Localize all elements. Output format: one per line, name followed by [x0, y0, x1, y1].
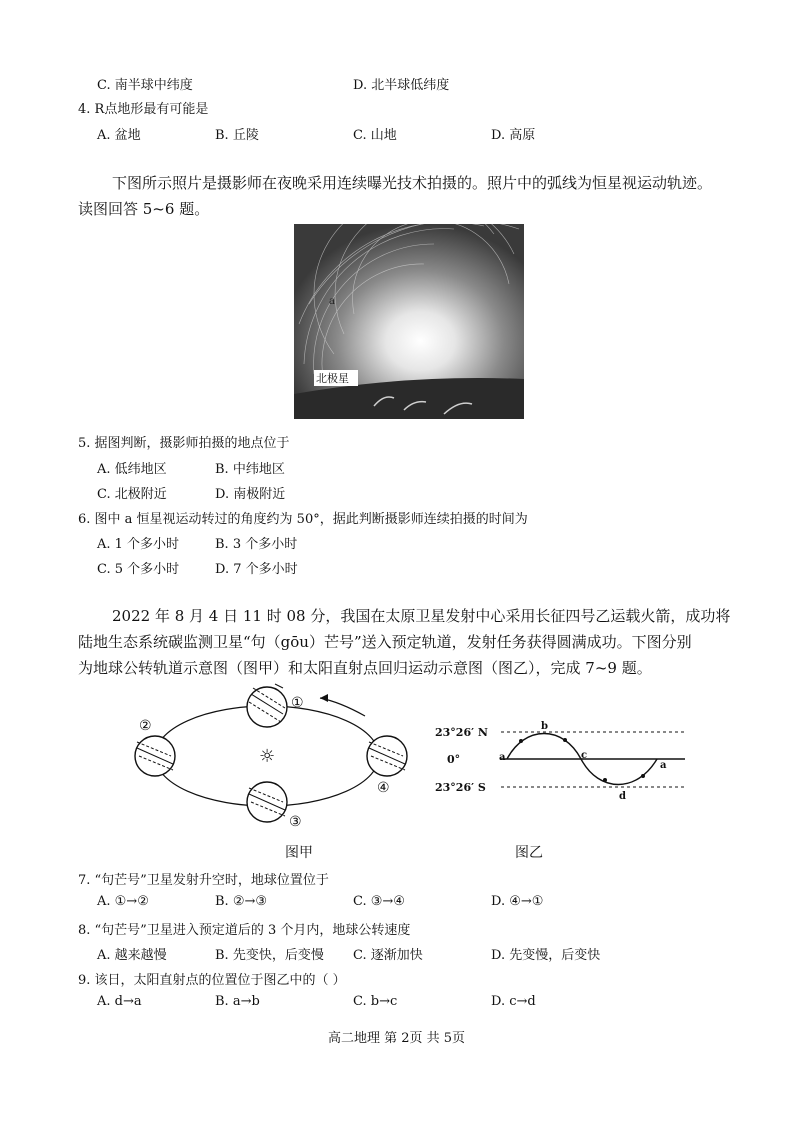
- earth-position-1: [247, 684, 287, 727]
- q6-option-d: D. 7 个多小时: [215, 562, 298, 577]
- point-a-left: a: [499, 752, 506, 763]
- point-b: b: [541, 721, 548, 732]
- intro1-line2: 读图回答 5~6 题。: [78, 200, 210, 218]
- orbit-label-1: ①: [291, 695, 304, 711]
- photo-label-polaris: 北极星: [316, 372, 349, 385]
- q3-option-c: C. 南半球中纬度: [97, 78, 193, 93]
- q4-option-d: D. 高原: [491, 128, 536, 143]
- q8-option-c: C. 逐渐加快: [353, 948, 423, 963]
- q4-stem: 4. R点地形最有可能是: [78, 102, 209, 117]
- earth-position-3: [247, 782, 287, 822]
- intro2-line1: 2022 年 8 月 4 日 11 时 08 分，我国在太原卫星发射中心采用长征四号乙运载火箭，成功将: [112, 607, 731, 625]
- q4-option-c: C. 山地: [353, 128, 397, 143]
- q5-option-a: A. 低纬地区: [97, 462, 167, 477]
- q9-option-a: A. d→a: [97, 994, 142, 1009]
- q9-option-d: D. c→d: [491, 994, 536, 1009]
- sun-point-diagram: [435, 712, 690, 816]
- intro1-line1: 下图所示照片是摄影师在夜晚采用连续曝光技术拍摄的。照片中的弧线为恒星视运动轨迹。: [112, 174, 713, 192]
- q8-option-d: D. 先变慢，后变快: [491, 948, 601, 963]
- earth-position-4: [367, 736, 407, 776]
- orbit-label-2: ②: [139, 718, 152, 734]
- fig-yi-caption: 图乙: [515, 845, 543, 861]
- q4-option-b: B. 丘陵: [215, 128, 259, 143]
- equator-label: 0°: [447, 753, 461, 766]
- q8-option-a: A. 越来越慢: [97, 948, 167, 963]
- q7-option-b: B. ②→③: [215, 894, 268, 909]
- q5-option-b: B. 中纬地区: [215, 462, 285, 477]
- q8-option-b: B. 先变快，后变慢: [215, 948, 324, 963]
- orbit-label-3: ③: [289, 814, 302, 830]
- point-a-right: a: [660, 760, 667, 771]
- q6-option-b: B. 3 个多小时: [215, 537, 298, 552]
- star-trail-photo: [294, 224, 524, 419]
- point-c: c: [581, 750, 588, 761]
- intro2-line2: 陆地生态系统碳监测卫星“句（gōu）芒号”送入预定轨道，发射任务获得圆满成功。下图分别: [78, 633, 692, 651]
- orbit-diagram: [125, 680, 425, 834]
- fig-jia-caption: 图甲: [285, 845, 313, 861]
- intro2-line3: 为地球公转轨道示意图（图甲）和太阳直射点回归运动示意图（图乙），完成 7~9 题。: [78, 659, 652, 677]
- q4-option-a: A. 盆地: [97, 128, 141, 143]
- q6-option-c: C. 5 个多小时: [97, 562, 180, 577]
- q9-stem: 9. 该日，太阳直射点的位置位于图乙中的（ ）: [78, 973, 346, 988]
- point-d: d: [619, 791, 626, 802]
- q5-option-c: C. 北极附近: [97, 487, 167, 502]
- q7-option-d: D. ④→①: [491, 894, 544, 909]
- lat-north-label: 23°26′ N: [435, 726, 488, 739]
- q6-option-a: A. 1 个多小时: [97, 537, 180, 552]
- q5-option-d: D. 南极附近: [215, 487, 286, 502]
- q8-stem: 8. “句芒号”卫星进入预定道后的 3 个月内，地球公转速度: [78, 923, 411, 938]
- photo-label-a: a: [329, 296, 335, 307]
- q7-stem: 7. “句芒号”卫星发射升空时，地球位置位于: [78, 873, 329, 888]
- sun-icon: ☼: [259, 746, 276, 767]
- q6-stem: 6. 图中 a 恒星视运动转过的角度约为 50°，据此判断摄影师连续拍摄的时间为: [78, 512, 528, 527]
- page-footer: 高二地理 第 2页 共 5页: [327, 1031, 466, 1046]
- earth-position-2: [135, 736, 175, 776]
- lat-south-label: 23°26′ S: [435, 781, 486, 794]
- orbit-label-4: ④: [377, 780, 390, 796]
- q3-option-d: D. 北半球低纬度: [353, 78, 450, 93]
- q5-stem: 5. 据图判断，摄影师拍摄的地点位于: [78, 436, 290, 451]
- q7-option-c: C. ③→④: [353, 894, 405, 909]
- q9-option-c: C. b→c: [353, 994, 398, 1009]
- q9-option-b: B. a→b: [215, 994, 260, 1009]
- q7-option-a: A. ①→②: [97, 894, 149, 909]
